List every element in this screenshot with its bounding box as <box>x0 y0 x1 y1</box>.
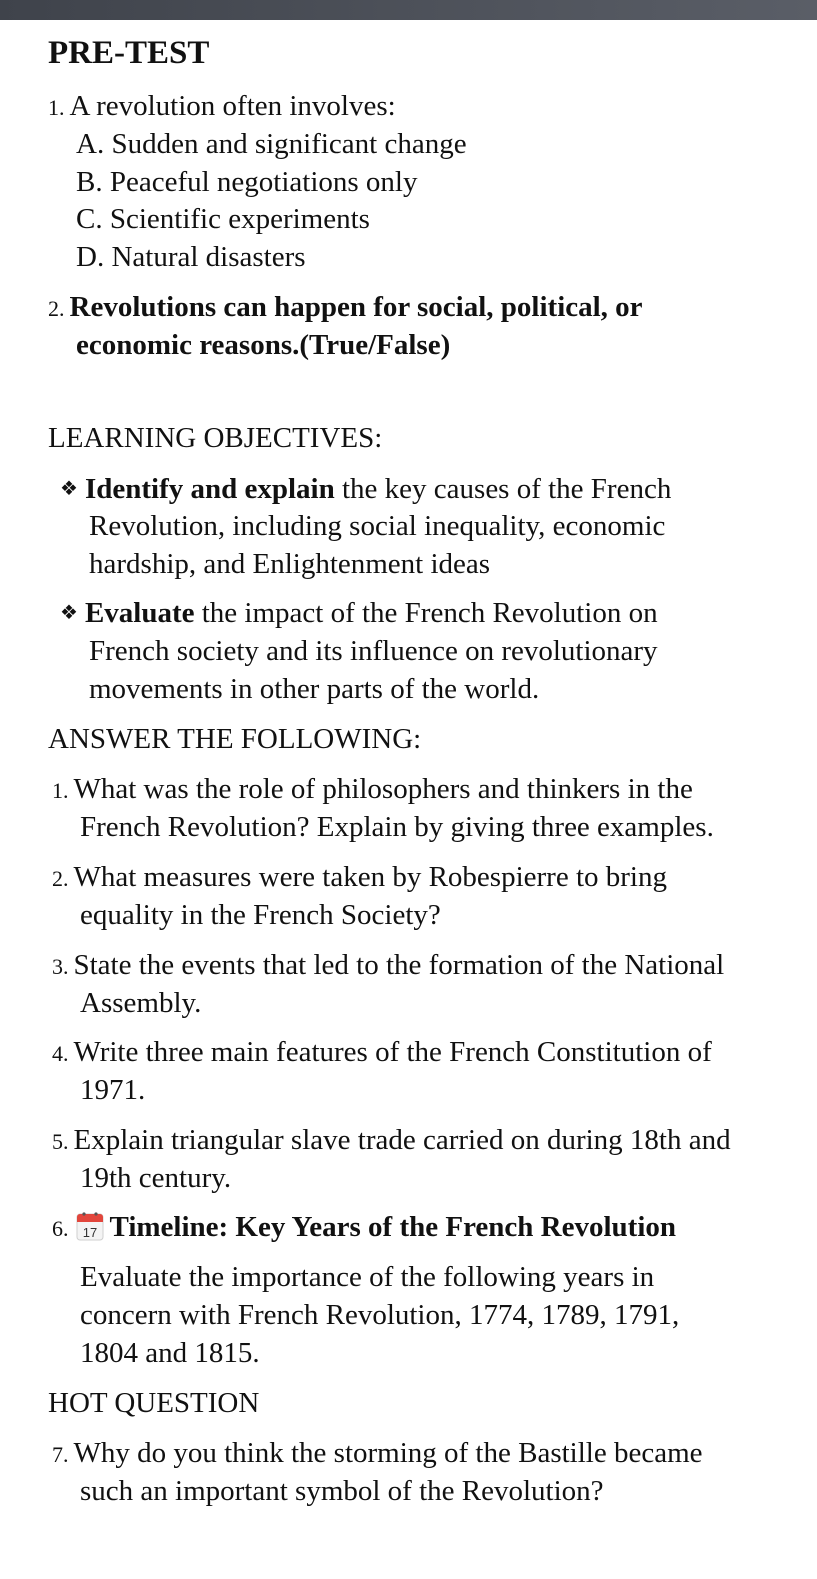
objective-text-line: French society and its influence on revolutionary <box>89 635 658 667</box>
objective-text-line: Revolution, including social inequality, economic <box>89 510 666 542</box>
calendar-icon <box>76 1211 104 1241</box>
option-a: A. Sudden and significant change <box>76 128 467 160</box>
question-text-continued: 1971. <box>80 1074 146 1106</box>
question-text: Explain triangular slave trade carried on during 18th and <box>73 1124 731 1156</box>
diamond-bullet-icon: ❖ <box>60 478 78 500</box>
option-b: B. Peaceful negotiations only <box>76 166 418 198</box>
answer-question-2 <box>52 860 667 896</box>
question-number: 5. <box>52 1129 69 1154</box>
question-text-continued: 1804 and 1815. <box>80 1337 260 1369</box>
objective-text-line: hardship, and Enlightenment ideas <box>89 548 491 580</box>
question-text-continued: Assembly. <box>80 987 202 1019</box>
hot-question-7 <box>52 1436 703 1472</box>
pretest-question-1 <box>48 89 396 125</box>
objectives-heading: LEARNING OBJECTIVES: <box>48 422 383 454</box>
question-number: 6. <box>52 1216 69 1241</box>
hot-question-heading: HOT QUESTION <box>48 1387 260 1419</box>
question-text-continued: French Revolution? Explain by giving three examples. <box>80 811 714 843</box>
question-text: Evaluate the importance of the following years in <box>80 1261 655 1293</box>
answer-heading: ANSWER THE FOLLOWING: <box>48 723 422 755</box>
question-number: 2. <box>48 296 65 321</box>
objective-text-line: movements in other parts of the world. <box>89 673 540 705</box>
question-number: 3. <box>52 954 69 979</box>
answer-question-1 <box>52 772 693 808</box>
objective-keyword: Evaluate <box>84 597 195 629</box>
question-number: 2. <box>52 866 69 891</box>
objective-2 <box>60 596 658 633</box>
answer-question-6 <box>52 1210 676 1246</box>
question-text-continued: equality in the French Society? <box>80 899 441 931</box>
question-text: What was the role of philosophers and thinkers in the <box>73 773 693 805</box>
answer-question-3 <box>52 948 724 984</box>
question-text-continued: such an important symbol of the Revolution? <box>80 1475 604 1507</box>
question-number: 4. <box>52 1041 69 1066</box>
diamond-bullet-icon: ❖ <box>60 602 78 624</box>
objective-text: the key causes of the French <box>334 473 672 505</box>
question-text: A revolution often involves: <box>69 90 396 122</box>
question-number: 1. <box>52 778 69 803</box>
timeline-title: Timeline: Key Years of the French Revolution <box>109 1211 677 1243</box>
calendar-day: 17 <box>82 1225 97 1240</box>
question-number: 1. <box>48 95 65 120</box>
pretest-heading: PRE-TEST <box>48 35 210 71</box>
question-text-continued: concern with French Revolution, 1774, 1789, 1791, <box>80 1299 680 1331</box>
answer-question-4 <box>52 1035 712 1071</box>
question-text: State the events that led to the formation of the National <box>73 949 725 981</box>
objective-text: the impact of the French Revolution on <box>194 597 658 629</box>
question-number: 7. <box>52 1442 69 1467</box>
question-text: Write three main features of the French Constitution of <box>73 1036 712 1068</box>
pretest-question-2 <box>48 290 643 326</box>
question-text: What measures were taken by Robespierre to bring <box>73 861 667 893</box>
objective-1 <box>60 472 671 509</box>
question-text-continued: 19th century. <box>80 1162 232 1194</box>
option-c: C. Scientific experiments <box>76 203 370 235</box>
question-text: Revolutions can happen for social, political, or <box>69 291 643 323</box>
answer-question-5 <box>52 1123 731 1159</box>
option-d: D. Natural disasters <box>76 241 306 273</box>
objective-keyword: Identify and explain <box>84 473 335 505</box>
top-bar <box>0 0 817 20</box>
question-text: Why do you think the storming of the Bastille became <box>73 1437 703 1469</box>
question-text-continued: economic reasons.(True/False) <box>76 329 451 361</box>
